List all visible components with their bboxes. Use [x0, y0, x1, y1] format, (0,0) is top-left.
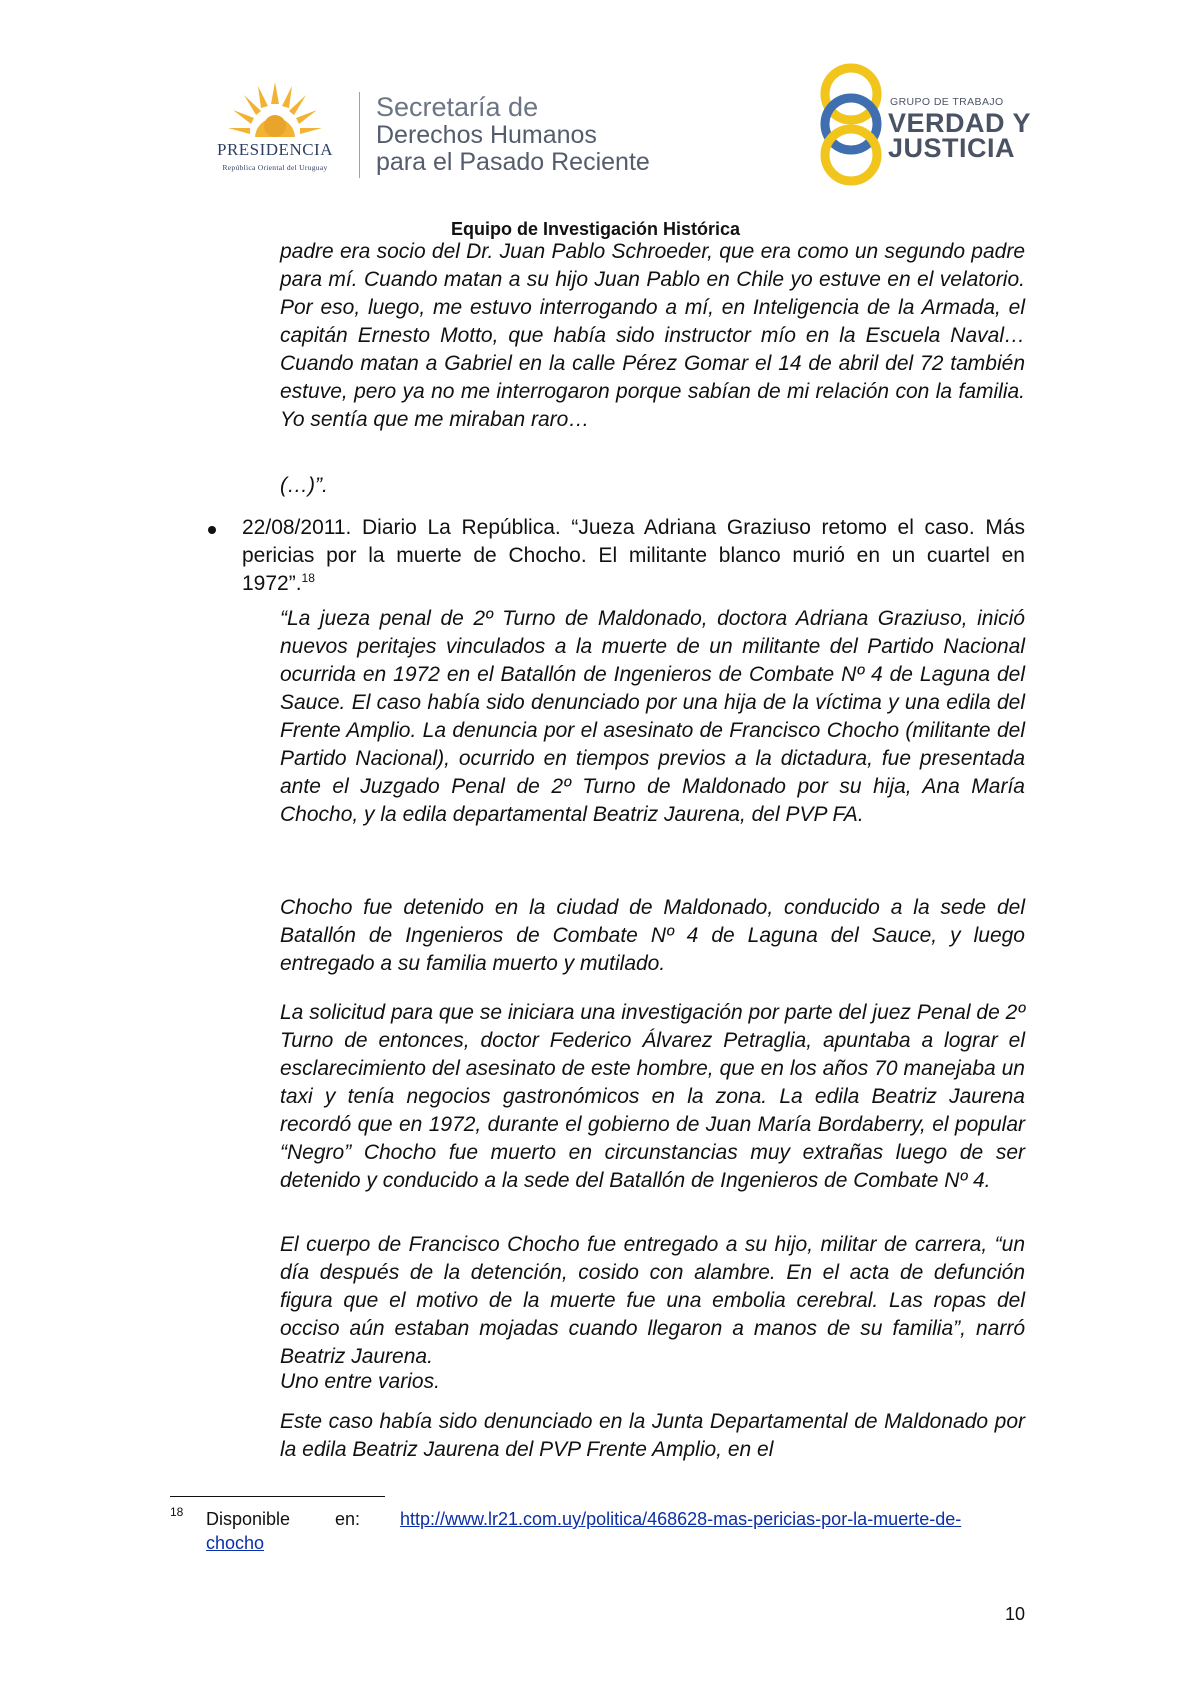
footnote-number: 18 [170, 1505, 184, 1519]
secretaria-logo-text [376, 92, 650, 176]
justicia-label: JUSTICIA [888, 133, 1016, 163]
quote-ellipsis: (…)”. [280, 474, 328, 497]
verdad-label: VERDAD Y [888, 108, 1032, 138]
quote-paragraph-2: Chocho fue detenido en la ciudad de Maldonado, conducido a la sede del Batallón de Ingenieros de Combate Nº 4 de Laguna del Sauce, y luego entregado a su familia muerto y mutilado. [280, 896, 1025, 975]
presidencia-subtitle: República Oriental del Uruguay [222, 163, 328, 172]
quote-paragraph-3: La solicitud para que se iniciara una investigación por parte del juez Penal de 2º Turno de entonces, doctor Federico Álvarez Petraglia, apuntaba a lograr el esclarecimiento del asesinato de este hombre, que en los años 70 manejaba un taxi y tenía negocios gastronómicos en la zona. La edila Beatriz Jaurena recordó que en 1972, durante el gobierno de Juan María Bordaberry, el popular “Negro” Chocho fue muerto en circunstancias muy extrañas luego de ser detenido y conducido a la sede del Batallón de Ingenieros de Combate Nº 4. [280, 1001, 1025, 1192]
secretaria-line-3: para el Pasado Reciente [376, 148, 650, 176]
footnote-link-continuation[interactable]: chocho [206, 1533, 265, 1553]
quote-paragraph-5: Uno entre varios. [280, 1370, 440, 1393]
quote-paragraph-1: “La jueza penal de 2º Turno de Maldonado, doctora Adriana Graziuso, inició nuevos peritajes vinculados a la muerte de un militante del Partido Nacional ocurrida en 1972 en el Batallón de Ingenieros de Combate Nº 4 de Laguna del Sauce. El caso había sido denunciado por una hija de la víctima y una edila del Frente Amplio. La denuncia por el asesinato de Francisco Chocho (militante del Partido Nacional), ocurrido en tiempos previos a la dictadura, fue presentada ante el Juzgado Penal de 2º Turno de Maldonado por su hija, Ana María Chocho, y la edila departamental Beatriz Jaurena, del PVP FA. [280, 607, 1025, 826]
footnote-reference[interactable]: 18 [301, 571, 315, 585]
presidencia-logo [200, 82, 350, 180]
grupo-trabajo-label: GRUPO DE TRABAJO [890, 96, 1004, 108]
footnote-link[interactable]: http://www.lr21.com.uy/politica/468628-mas-pericias-por-la-muerte-de- [400, 1509, 962, 1529]
quote-paragraph-6: Este caso había sido denunciado en la Junta Departamental de Maldonado por la edila Beatriz Jaurena del PVP Frente Amplio, en el [280, 1410, 1025, 1461]
footnote-separator [170, 1496, 385, 1497]
bullet-icon [208, 526, 216, 534]
page-number: 10 [1005, 1604, 1026, 1624]
interlocking-rings-icon [811, 62, 891, 187]
secretaria-line-2: Derechos Humanos [376, 121, 597, 149]
sun-icon [228, 82, 322, 140]
presidencia-name: PRESIDENCIA [216, 140, 333, 159]
team-title: Equipo de Investigación Histórica [450, 219, 741, 239]
quote-continuation: padre era socio del Dr. Juan Pablo Schroeder, que era como un segundo padre para mí. Cuando matan a su hijo Juan Pablo en Chile yo estuve en el velatorio. Por eso, luego, me estuvo interrogando a mí, en Inteligencia de la Armada, el capitán Ernesto Motto, que había sido instructor mío en la Escuela Naval… Cuando matan a Gabriel en la calle Pérez Gomar el 14 de abril del 72 también estuve, pero ya no me interrogaron porque sabían de mi relación con la familia. Yo sentía que me miraban raro… [280, 240, 1025, 431]
secretaria-line-1: Secretaría de [376, 92, 539, 122]
header-divider [359, 92, 360, 178]
bullet-text-body: 22/08/2011. Diario La República. “Jueza Adriana Graziuso retomo el caso. Más pericias por la muerte de Chocho. El militante blanco murió en un cuartel en 1972”. [242, 516, 1025, 595]
footnote-en: en: [335, 1509, 361, 1529]
footnote-label: Disponible [206, 1509, 291, 1529]
quote-paragraph-4: El cuerpo de Francisco Chocho fue entregado a su hijo, militar de carrera, “un día después de la detención, cosido con alambre. En el acta de defunción figura que el motivo de la muerte fue una embolia cerebral. Las ropas del occiso aún estaban mojadas cuando llegaron a manos de su familia”, narró Beatriz Jaurena. [280, 1233, 1025, 1368]
page-header [0, 0, 1191, 239]
bullet-text [242, 514, 1025, 598]
